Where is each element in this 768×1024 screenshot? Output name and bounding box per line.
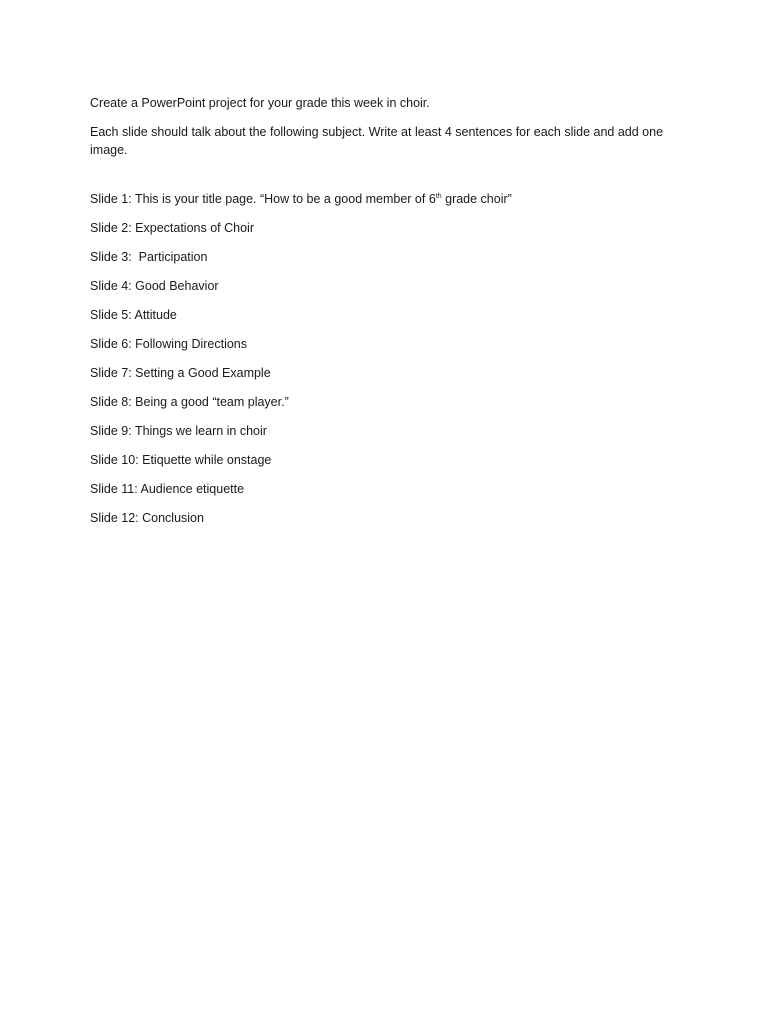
slide-item-6: Slide 6: Following Directions xyxy=(90,337,248,351)
slide-item-5: Slide 5: Attitude xyxy=(90,308,177,322)
slide-item-7: Slide 7: Setting a Good Example xyxy=(90,366,271,380)
slide-item-2: Slide 2: Expectations of Choir xyxy=(90,221,254,235)
slide-item-11: Slide 11: Audience etiquette xyxy=(90,482,245,496)
slide-item-12: Slide 12: Conclusion xyxy=(90,511,204,525)
slide-1-suffix: grade choir” xyxy=(441,192,512,206)
slide-item-1 xyxy=(90,190,690,208)
slide-item-3: Slide 3: Participation xyxy=(90,250,208,264)
blank-line xyxy=(90,170,690,190)
slide-1-prefix: Slide 1: This is your title page. “How to be a good member of 6 xyxy=(90,192,436,206)
slide-item-9: Slide 9: Things we learn in choir xyxy=(90,424,267,438)
slide-item-8: Slide 8: Being a good “team player.” xyxy=(90,395,289,409)
document-body xyxy=(90,94,690,538)
instructions-paragraph: Each slide should talk about the following subject. Write at least 4 sentences for each slide and add one image. xyxy=(90,125,664,157)
intro-paragraph: Create a PowerPoint project for your grade this week in choir. xyxy=(90,96,430,110)
slide-item-10: Slide 10: Etiquette while onstage xyxy=(90,453,272,467)
slide-1-superscript: th xyxy=(435,193,442,200)
slide-item-4: Slide 4: Good Behavior xyxy=(90,279,219,293)
